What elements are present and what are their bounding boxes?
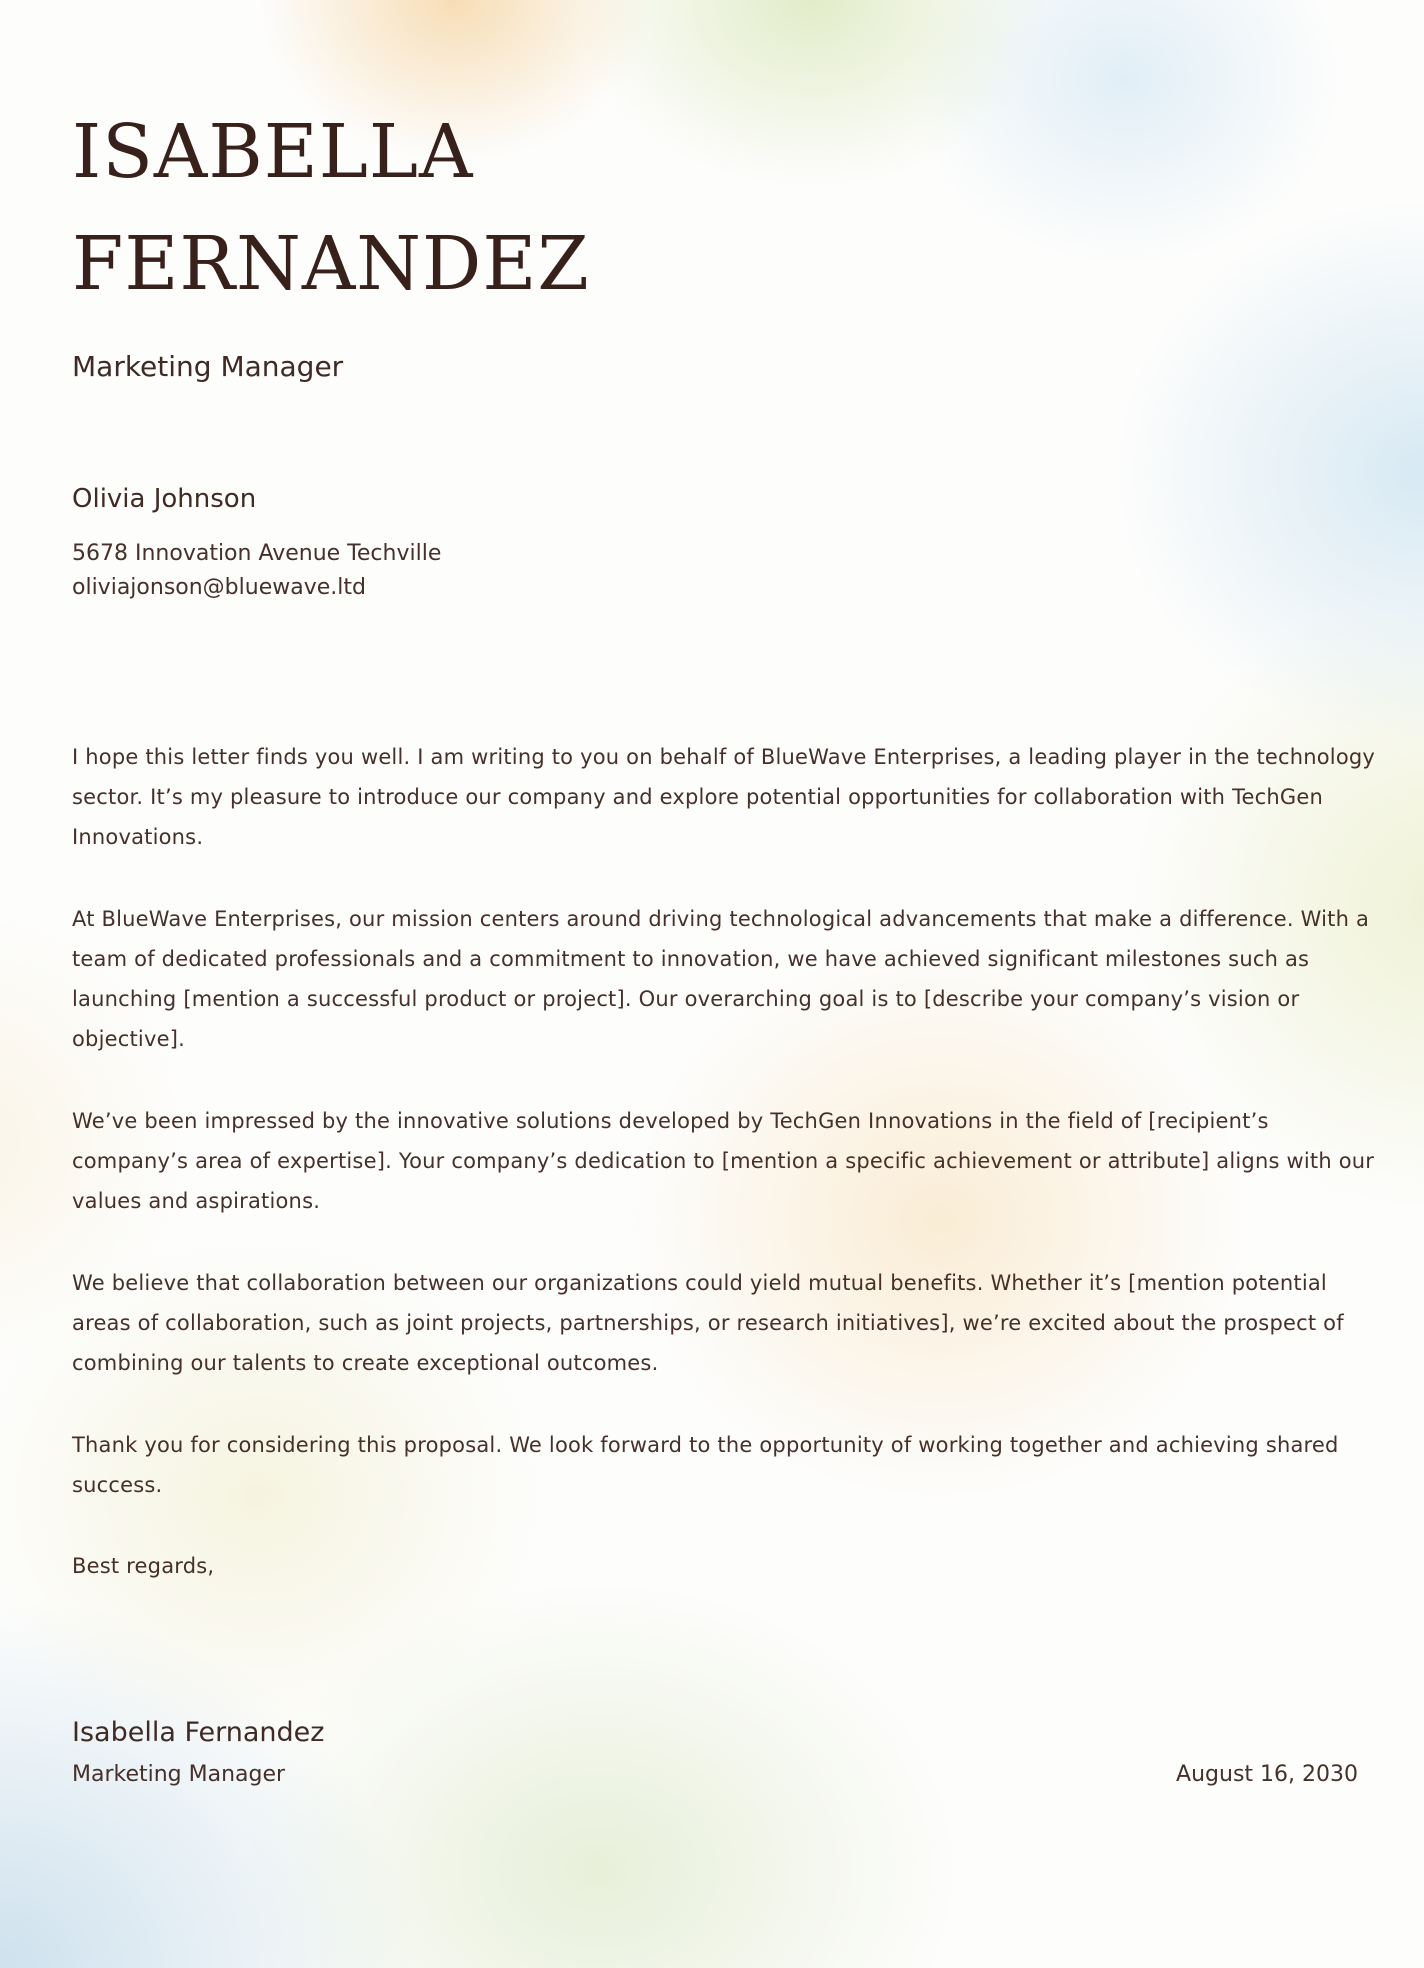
body-paragraph: I hope this letter finds you well. I am writing to you on behalf of BlueWave Enterprises, a leading player in the technology sector. It’s my pleasure to introduce our company and explore potential opportunities for collaboration with TechGen Innovations. xyxy=(72,745,1376,849)
body-paragraph: We’ve been impressed by the innovative solutions developed by TechGen Innovations in the field of [recipient’s company’s area of expertise]. Your company’s dedication to [mention a specific achievement or attribute] aligns with our values and aspirations. xyxy=(72,1109,1375,1213)
signature-name: Isabella Fernandez xyxy=(72,1717,325,1748)
letter-body xyxy=(72,737,1384,1505)
recipient-details xyxy=(72,537,1384,605)
recipient-address: 5678 Innovation Avenue Techville xyxy=(72,541,442,566)
sender-name-heading xyxy=(72,0,1384,320)
letter-date: August 16, 2030 xyxy=(1176,1762,1358,1787)
closing-salutation: Best regards, xyxy=(72,1554,215,1578)
recipient-name: Olivia Johnson xyxy=(72,484,257,514)
sender-role-title: Marketing Manager xyxy=(72,350,344,383)
recipient-email: oliviajonson@bluewave.ltd xyxy=(72,575,366,600)
body-paragraph: We believe that collaboration between our organizations could yield mutual benefits. Whether it’s [mention potential areas of collaboration, such as joint projects, partnerships, or research initiatives], we’re excited about the prospect of combining our talents to create exceptional outcomes. xyxy=(72,1271,1344,1375)
body-paragraph: At BlueWave Enterprises, our mission centers around driving technological advancements that make a difference. With a team of dedicated professionals and a commitment to innovation, we have achieved significant milestones such as launching [mention a successful product or project]. Our overarching goal is to [describe your company’s vision or objective]. xyxy=(72,907,1370,1051)
body-paragraph: Thank you for considering this proposal. We look forward to the opportunity of working together and achieving shared success. xyxy=(72,1433,1339,1497)
sender-name-line2: FERNANDEZ xyxy=(72,221,590,307)
signature-role: Marketing Manager xyxy=(72,1762,286,1787)
signature-footer xyxy=(72,1759,1384,1791)
sender-name-line1: ISABELLA xyxy=(72,109,474,195)
